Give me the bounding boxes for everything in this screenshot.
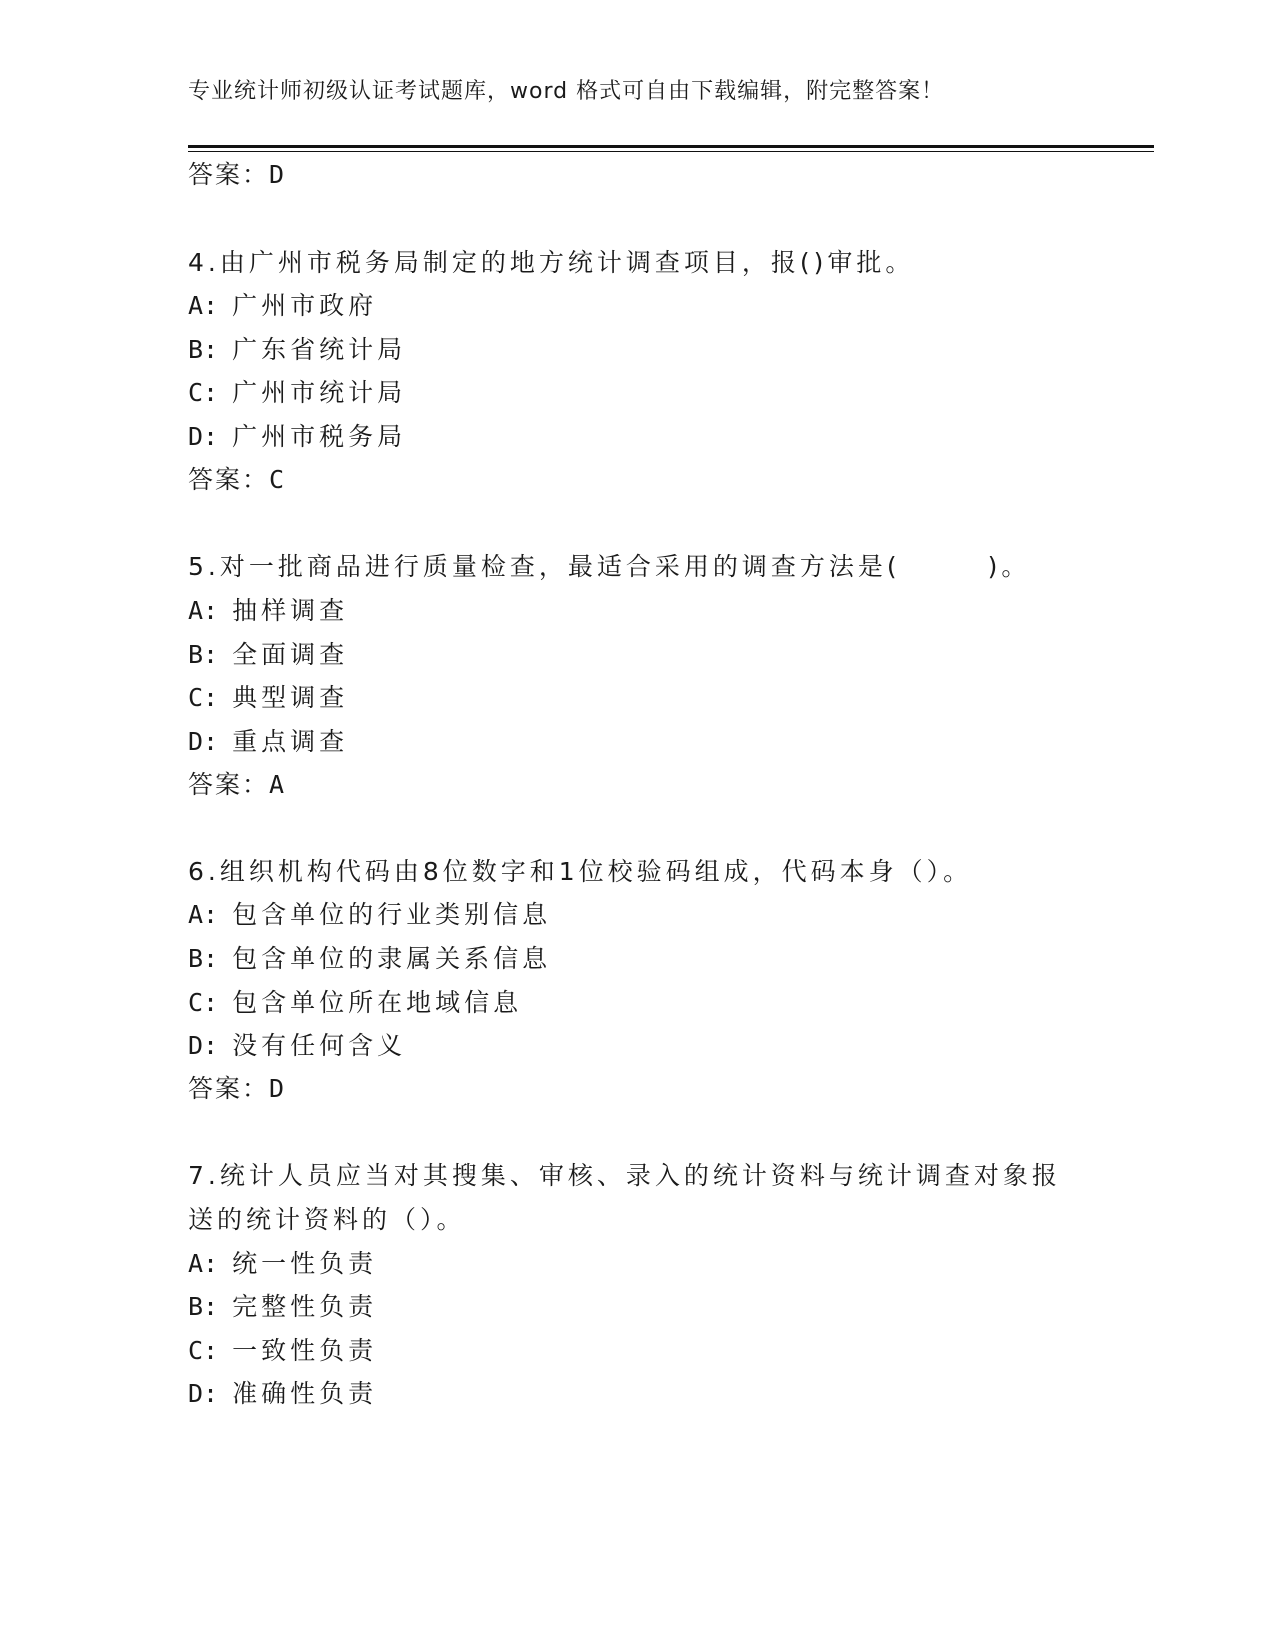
answer-label: 答案：: [188, 1074, 270, 1103]
option-text: 广州市政府: [232, 291, 378, 320]
option-text: 全面调查: [232, 640, 349, 669]
option-text: 准确性负责: [232, 1379, 378, 1408]
option-letter: D:: [188, 422, 219, 451]
option-item: [188, 986, 522, 1020]
answer-line: [188, 1072, 286, 1106]
header-rule-thick: [188, 145, 1154, 148]
option-letter: C:: [188, 1336, 219, 1365]
answer-value: D: [269, 1074, 287, 1103]
answer-value: D: [269, 160, 287, 189]
option-letter: B:: [188, 1292, 219, 1321]
option-letter: D:: [188, 1379, 219, 1408]
option-item: [188, 681, 348, 715]
option-item: [188, 1334, 377, 1368]
answer-value: C: [269, 465, 287, 494]
option-letter: A:: [188, 900, 219, 929]
answer-label: 答案：: [188, 770, 270, 799]
option-letter: B:: [188, 944, 219, 973]
option-item: [188, 333, 406, 367]
option-letter: A:: [188, 1249, 219, 1278]
option-text: 典型调查: [232, 683, 349, 712]
question-stem: 6.组织机构代码由8位数字和1位校验码组成，代码本身（）。: [188, 857, 973, 886]
option-item: [188, 289, 377, 323]
option-item: [188, 1247, 377, 1281]
option-text: 包含单位所在地域信息: [232, 988, 523, 1017]
option-text: 广东省统计局: [232, 335, 407, 364]
option-item: [188, 898, 551, 932]
option-letter: A:: [188, 291, 219, 320]
option-item: [188, 420, 406, 454]
option-text: 重点调查: [232, 727, 349, 756]
option-item: [188, 1290, 377, 1324]
option-letter: D:: [188, 1031, 219, 1060]
answer-label: 答案：: [188, 160, 270, 189]
option-letter: C:: [188, 683, 219, 712]
option-text: 统一性负责: [232, 1249, 378, 1278]
option-item: [188, 1377, 377, 1411]
option-letter: D:: [188, 727, 219, 756]
option-letter: A:: [188, 596, 219, 625]
answer-label: 答案：: [188, 465, 270, 494]
option-item: [188, 725, 348, 759]
option-item: [188, 1029, 406, 1063]
answer-line: [188, 158, 286, 192]
option-item: [188, 376, 406, 410]
option-text: 广州市统计局: [232, 378, 407, 407]
option-text: 完整性负责: [232, 1292, 378, 1321]
question-stem: 4.由广州市税务局制定的地方统计调查项目，报()审批。: [188, 248, 915, 277]
answer-value: A: [269, 770, 287, 799]
option-text: 包含单位的隶属关系信息: [232, 944, 552, 973]
page-header: 专业统计师初级认证考试题库，word 格式可自由下载编辑，附完整答案！: [188, 79, 945, 104]
question-stem: 7.统计人员应当对其搜集、审核、录入的统计资料与统计调查对象报: [188, 1161, 1061, 1190]
answer-line: [188, 463, 286, 497]
option-text: 抽样调查: [232, 596, 349, 625]
option-letter: C:: [188, 988, 219, 1017]
option-text: 包含单位的行业类别信息: [232, 900, 552, 929]
question-stem-continuation: 送的统计资料的（）。: [188, 1205, 466, 1234]
option-item: [188, 942, 551, 976]
answer-line: [188, 768, 286, 802]
option-letter: B:: [188, 335, 219, 364]
option-letter: C:: [188, 378, 219, 407]
option-item: [188, 638, 348, 672]
header-rule-thin: [188, 151, 1154, 152]
option-item: [188, 594, 348, 628]
option-text: 一致性负责: [232, 1336, 378, 1365]
option-text: 广州市税务局: [232, 422, 407, 451]
option-text: 没有任何含义: [232, 1031, 407, 1060]
option-letter: B:: [188, 640, 219, 669]
question-stem: 5.对一批商品进行质量检查，最适合采用的调查方法是( )。: [188, 552, 1031, 581]
